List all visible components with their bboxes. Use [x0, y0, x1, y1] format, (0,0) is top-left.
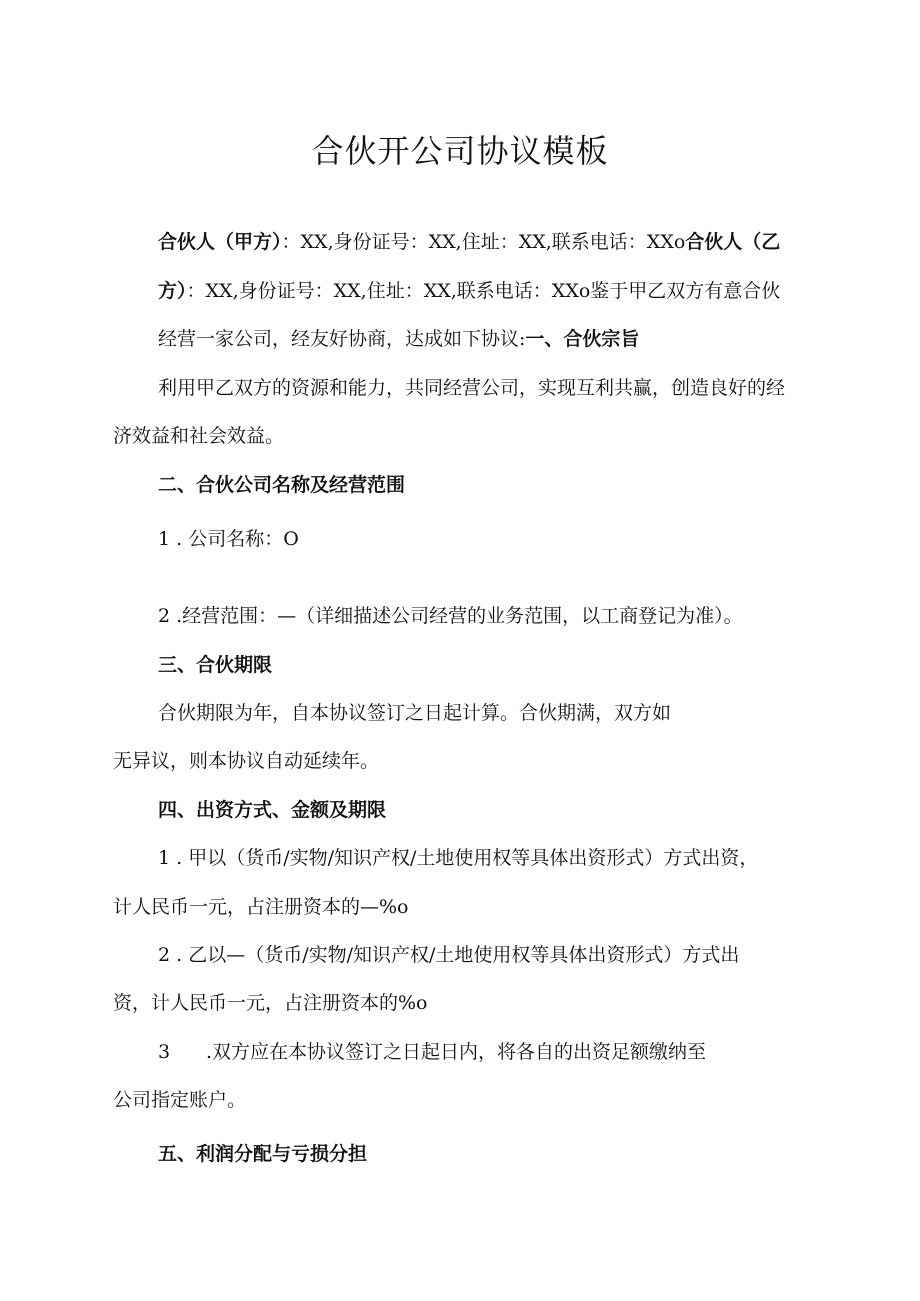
party-b-label-start: 合伙人（乙 — [685, 231, 781, 253]
section5-heading: 五、利润分配与亏损分担 — [158, 1143, 368, 1165]
section4-item-3-number: 3 — [158, 1041, 171, 1063]
party-b-label-end: 方） — [158, 280, 187, 302]
section4-item-3-line-2: 公司指定账户。 — [113, 1089, 247, 1111]
intro-text: 经营一家公司，经友好协商，达成如下协议: — [158, 328, 526, 350]
party-a-info: ：XX,身份证号：XX,住址：XX,联系电话：XXo — [281, 231, 686, 253]
section4-heading: 四、出资方式、金额及期限 — [158, 799, 387, 821]
section2-item-2: 2 .经营范围：—（详细描述公司经营的业务范围，以工商登记为准）。 — [158, 605, 743, 627]
section4-item-2-line-2: 资，计人民币一元，占注册资本的%o — [113, 992, 428, 1014]
section4-item-2-line-1: 2 . 乙以—（货币/实物/知识产权/土地使用权等具体出资形式）方式出 — [158, 944, 740, 966]
intro-line-3 — [158, 326, 639, 352]
section2-heading: 二、合伙公司名称及经营范围 — [158, 474, 406, 496]
section3-line-2: 无异议，则本协议自动延续年。 — [113, 750, 380, 772]
section4-item-1-line-2: 计人民币一元，占注册资本的—%o — [113, 896, 409, 918]
section1-heading: 一、合伙宗旨 — [525, 328, 640, 350]
section3-line-1: 合伙期限为年，自本协议签订之日起计算。合伙期满，双方如 — [158, 702, 672, 724]
document-title: 合伙开公司协议模板 — [311, 132, 609, 170]
section1-line-1: 利用甲乙双方的资源和能力，共同经营公司，实现互利共赢，创造良好的经 — [158, 377, 786, 399]
section3-heading: 三、合伙期限 — [158, 654, 273, 676]
party-a-label: 合伙人（甲方） — [158, 231, 282, 253]
intro-line-1 — [158, 229, 780, 255]
intro-line-2 — [158, 278, 780, 304]
section2-item-1: 1 . 公司名称：O — [158, 528, 299, 550]
section1-line-2: 济效益和社会效益。 — [113, 425, 285, 447]
party-b-info: ：XX,身份证号：XX,住址：XX,联系电话：XXo鉴于甲乙双方有意合伙 — [186, 280, 781, 302]
section4-item-3-line-1: .双方应在本协议签订之日起日内，将各自的出资足额缴纳至 — [206, 1041, 707, 1063]
section4-item-1-line-1: 1 . 甲以（货币/实物/知识产权/土地使用权等具体出资形式）方式出资， — [158, 847, 759, 869]
